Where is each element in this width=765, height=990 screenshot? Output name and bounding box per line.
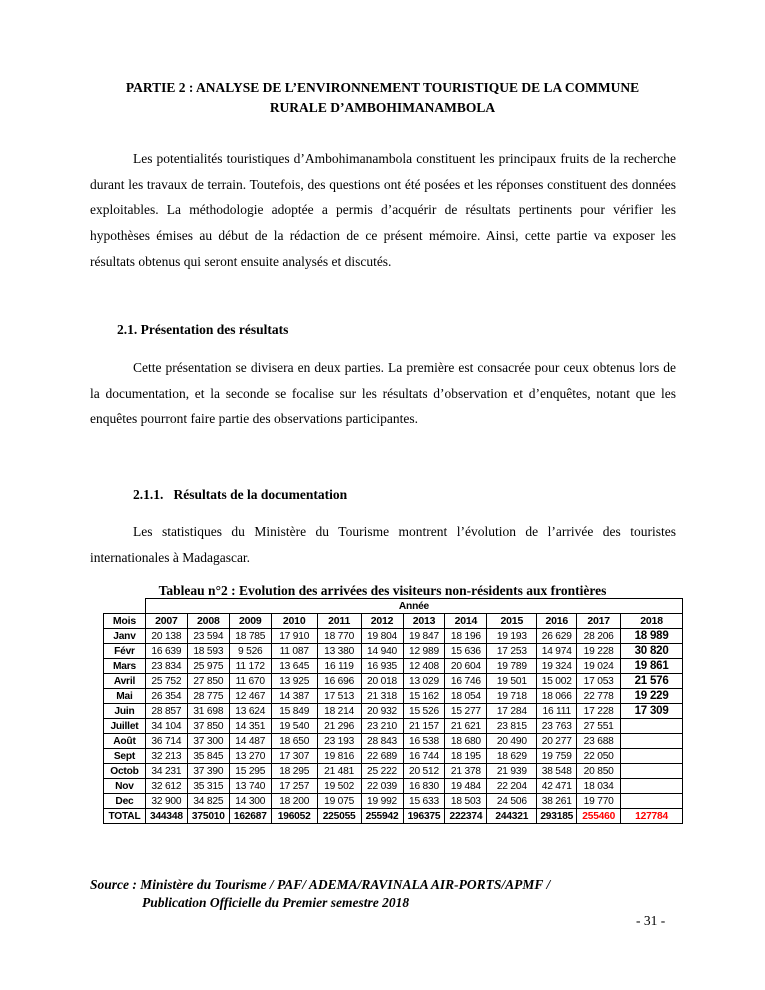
table-value-cell: 19 847 xyxy=(403,629,445,644)
table-value-cell xyxy=(621,749,683,764)
table-value-cell: 15 636 xyxy=(445,644,487,659)
table-value-cell: 18 195 xyxy=(445,749,487,764)
table-value-cell: 27 850 xyxy=(187,674,229,689)
table-month-cell: Janv xyxy=(104,629,146,644)
table-value-cell: 17 307 xyxy=(271,749,317,764)
table-header-year: 2013 xyxy=(403,614,445,629)
table-value-cell: 12 989 xyxy=(403,644,445,659)
table-value-cell: 19 024 xyxy=(577,659,621,674)
table-value-cell: 19 540 xyxy=(271,719,317,734)
intro-paragraph: Les potentialités touristiques d’Ambohimanambola constituent les principaux fruits de la recherche durant les travaux de terrain. Toutefois, des questions ont été posées et les réponses constituent des données exploitables. La méthodologie adoptée a permis d’acquérir de résultats pertinents pour vérifier les hypothèses émises au début de la rédaction de ce présent mémoire. Ainsi, cette partie va exposer les résultats obtenus qui seront ensuite analysés et discutés. xyxy=(90,151,676,269)
table-value-cell: 18 034 xyxy=(577,779,621,794)
table-value-cell xyxy=(621,734,683,749)
table-header-year: 2017 xyxy=(577,614,621,629)
table-value-cell: 37 300 xyxy=(187,734,229,749)
table-year-group-row xyxy=(104,599,683,614)
table-row xyxy=(104,719,683,734)
arrivals-table xyxy=(103,598,683,824)
table-month-cell: Août xyxy=(104,734,146,749)
table-value-cell: 13 740 xyxy=(229,779,271,794)
table-row xyxy=(104,644,683,659)
page-title xyxy=(90,78,675,118)
table-row xyxy=(104,794,683,809)
table-header-year: 2015 xyxy=(487,614,537,629)
table-header-year: 2014 xyxy=(445,614,487,629)
table-value-cell: 12 408 xyxy=(403,659,445,674)
page-number: - 31 - xyxy=(636,913,666,928)
table-month-cell: Mars xyxy=(104,659,146,674)
table-value-cell: 21 157 xyxy=(403,719,445,734)
table-value-cell: 18 680 xyxy=(445,734,487,749)
table-value-cell xyxy=(621,779,683,794)
section-heading-2-1-1: 2.1.1. Résultats de la documentation xyxy=(133,487,348,502)
table-value-cell: 42 471 xyxy=(537,779,577,794)
table-value-cell: 19 229 xyxy=(621,689,683,704)
table-value-cell: 19 770 xyxy=(577,794,621,809)
table-value-cell: 17 309 xyxy=(621,704,683,719)
table-value-cell: 19 804 xyxy=(361,629,403,644)
table-value-cell: 21 296 xyxy=(317,719,361,734)
table-value-cell: 32 213 xyxy=(145,749,187,764)
table-value-cell: 25 975 xyxy=(187,659,229,674)
source-line-2: Publication Officielle du Premier semestre 2018 xyxy=(142,895,410,910)
table-total-cell: 375010 xyxy=(187,809,229,824)
table-value-cell: 18 295 xyxy=(271,764,317,779)
table-header-year: 2012 xyxy=(361,614,403,629)
table-total-cell: 127784 xyxy=(621,809,683,824)
table-value-cell: 36 714 xyxy=(145,734,187,749)
table-row xyxy=(104,674,683,689)
table-value-cell: 17 253 xyxy=(487,644,537,659)
table-row xyxy=(104,779,683,794)
table-value-cell: 15 849 xyxy=(271,704,317,719)
table-value-cell: 16 696 xyxy=(317,674,361,689)
table-value-cell: 23 193 xyxy=(317,734,361,749)
table-value-cell: 18 200 xyxy=(271,794,317,809)
table-value-cell: 15 526 xyxy=(403,704,445,719)
table-value-cell: 28 857 xyxy=(145,704,187,719)
section-2-1-paragraph: Cette présentation se divisera en deux parties. La première est consacrée pour ceux obtenus lors de la documentation, et la seconde se focalise sur les résultats d’observation et d’enquêtes, notant que les enquêtes pourront faire partie des observations participantes. xyxy=(90,360,676,427)
table-header-year: 2018 xyxy=(621,614,683,629)
table-row xyxy=(104,704,683,719)
table-value-cell: 18 593 xyxy=(187,644,229,659)
table-value-cell: 30 820 xyxy=(621,644,683,659)
table-value-cell: 14 387 xyxy=(271,689,317,704)
table-value-cell: 35 315 xyxy=(187,779,229,794)
table-value-cell: 14 940 xyxy=(361,644,403,659)
table-row xyxy=(104,734,683,749)
table-value-cell: 19 324 xyxy=(537,659,577,674)
table-header-month: Mois xyxy=(104,614,146,629)
table-total-cell: 162687 xyxy=(229,809,271,824)
table-value-cell: 20 490 xyxy=(487,734,537,749)
source-line-1: Source : Ministère du Tourisme / PAF/ ADEMA/RAVINALA AIR-PORTS/APMF / xyxy=(90,877,551,892)
table-value-cell: 37 850 xyxy=(187,719,229,734)
table-value-cell: 15 633 xyxy=(403,794,445,809)
table-value-cell: 37 390 xyxy=(187,764,229,779)
table-month-cell: Juillet xyxy=(104,719,146,734)
table-value-cell: 14 487 xyxy=(229,734,271,749)
table-value-cell: 24 506 xyxy=(487,794,537,809)
table-value-cell: 16 746 xyxy=(445,674,487,689)
table-total-cell: 344348 xyxy=(145,809,187,824)
table-value-cell: 19 759 xyxy=(537,749,577,764)
table-month-cell: Févr xyxy=(104,644,146,659)
table-value-cell: 17 228 xyxy=(577,704,621,719)
table-value-cell: 28 843 xyxy=(361,734,403,749)
table-value-cell: 38 261 xyxy=(537,794,577,809)
table-value-cell: 20 277 xyxy=(537,734,577,749)
table-value-cell: 34 231 xyxy=(145,764,187,779)
table-value-cell: 18 770 xyxy=(317,629,361,644)
page-title-line-1: PARTIE 2 : ANALYSE DE L’ENVIRONNEMENT TOURISTIQUE DE LA COMMUNE xyxy=(125,80,640,95)
section-heading-2-1: 2.1. Présentation des résultats xyxy=(117,322,289,337)
table-value-cell: 34 104 xyxy=(145,719,187,734)
table-value-cell: 26 354 xyxy=(145,689,187,704)
table-value-cell: 23 834 xyxy=(145,659,187,674)
table-month-cell: Avril xyxy=(104,674,146,689)
table-value-cell: 12 467 xyxy=(229,689,271,704)
table-month-cell: Nov xyxy=(104,779,146,794)
table-value-cell: 19 816 xyxy=(317,749,361,764)
table-total-label: TOTAL xyxy=(104,809,146,824)
table-value-cell: 16 744 xyxy=(403,749,445,764)
table-value-cell: 18 629 xyxy=(487,749,537,764)
table-value-cell: 13 270 xyxy=(229,749,271,764)
table-row xyxy=(104,764,683,779)
table-row xyxy=(104,689,683,704)
table-value-cell: 20 512 xyxy=(403,764,445,779)
table-value-cell: 20 932 xyxy=(361,704,403,719)
table-value-cell: 11 172 xyxy=(229,659,271,674)
table-value-cell: 19 193 xyxy=(487,629,537,644)
table-header-row xyxy=(104,614,683,629)
table-value-cell: 19 501 xyxy=(487,674,537,689)
table-value-cell: 22 039 xyxy=(361,779,403,794)
table-value-cell: 9 526 xyxy=(229,644,271,659)
table-value-cell: 18 054 xyxy=(445,689,487,704)
table-value-cell: 32 612 xyxy=(145,779,187,794)
table-value-cell: 15 162 xyxy=(403,689,445,704)
section-2-1-1-paragraph: Les statistiques du Ministère du Tourisme montrent l’évolution de l’arrivée des touristes internationales à Madagascar. xyxy=(90,524,676,565)
table-value-cell: 28 775 xyxy=(187,689,229,704)
table-value-cell: 21 576 xyxy=(621,674,683,689)
table-value-cell: 17 257 xyxy=(271,779,317,794)
table-value-cell: 18 214 xyxy=(317,704,361,719)
table-month-cell: Juin xyxy=(104,704,146,719)
table-value-cell: 19 992 xyxy=(361,794,403,809)
table-value-cell: 35 845 xyxy=(187,749,229,764)
table-source xyxy=(90,876,550,912)
table-value-cell: 20 138 xyxy=(145,629,187,644)
page-title-line-2: RURALE D’AMBOHIMANAMBOLA xyxy=(269,100,496,115)
table-value-cell: 18 196 xyxy=(445,629,487,644)
table-year-group-label: Année xyxy=(145,599,682,614)
table-value-cell: 19 228 xyxy=(577,644,621,659)
table-header-year: 2010 xyxy=(271,614,317,629)
table-total-cell: 255460 xyxy=(577,809,621,824)
table-value-cell: 14 300 xyxy=(229,794,271,809)
table-total-cell: 225055 xyxy=(317,809,361,824)
table-value-cell xyxy=(621,764,683,779)
table-value-cell: 22 689 xyxy=(361,749,403,764)
table-total-cell: 196052 xyxy=(271,809,317,824)
table-value-cell: 13 029 xyxy=(403,674,445,689)
table-value-cell: 16 538 xyxy=(403,734,445,749)
table-row xyxy=(104,659,683,674)
table-value-cell: 18 989 xyxy=(621,629,683,644)
table-value-cell: 18 785 xyxy=(229,629,271,644)
table-value-cell: 38 548 xyxy=(537,764,577,779)
table-value-cell: 19 502 xyxy=(317,779,361,794)
table-value-cell: 22 050 xyxy=(577,749,621,764)
table-row xyxy=(104,629,683,644)
table-value-cell: 13 645 xyxy=(271,659,317,674)
table-value-cell: 14 351 xyxy=(229,719,271,734)
table-value-cell: 20 604 xyxy=(445,659,487,674)
table-total-cell: 196375 xyxy=(403,809,445,824)
table-total-cell: 255942 xyxy=(361,809,403,824)
table-value-cell: 21 318 xyxy=(361,689,403,704)
table-header-year: 2011 xyxy=(317,614,361,629)
table-header-blank-cell xyxy=(104,599,146,614)
table-value-cell: 28 206 xyxy=(577,629,621,644)
table-value-cell: 13 624 xyxy=(229,704,271,719)
table-value-cell: 23 763 xyxy=(537,719,577,734)
table-value-cell: 19 484 xyxy=(445,779,487,794)
table-value-cell: 23 688 xyxy=(577,734,621,749)
table-value-cell: 26 629 xyxy=(537,629,577,644)
table-value-cell: 16 111 xyxy=(537,704,577,719)
table-value-cell: 17 284 xyxy=(487,704,537,719)
table-value-cell: 15 002 xyxy=(537,674,577,689)
table-value-cell xyxy=(621,719,683,734)
table-month-cell: Octob xyxy=(104,764,146,779)
table-value-cell: 15 295 xyxy=(229,764,271,779)
table-value-cell xyxy=(621,794,683,809)
table-value-cell: 18 650 xyxy=(271,734,317,749)
table-value-cell: 31 698 xyxy=(187,704,229,719)
table-value-cell: 17 910 xyxy=(271,629,317,644)
table-value-cell: 16 119 xyxy=(317,659,361,674)
table-value-cell: 27 551 xyxy=(577,719,621,734)
table-value-cell: 25 752 xyxy=(145,674,187,689)
table-header-year: 2008 xyxy=(187,614,229,629)
table-value-cell: 11 670 xyxy=(229,674,271,689)
table-value-cell: 20 018 xyxy=(361,674,403,689)
table-value-cell: 21 621 xyxy=(445,719,487,734)
table-value-cell: 15 277 xyxy=(445,704,487,719)
table-value-cell: 34 825 xyxy=(187,794,229,809)
table-month-cell: Mai xyxy=(104,689,146,704)
table-value-cell: 21 939 xyxy=(487,764,537,779)
table-value-cell: 32 900 xyxy=(145,794,187,809)
table-value-cell: 19 861 xyxy=(621,659,683,674)
table-row xyxy=(104,749,683,764)
table-value-cell: 16 830 xyxy=(403,779,445,794)
table-value-cell: 11 087 xyxy=(271,644,317,659)
table-value-cell: 16 639 xyxy=(145,644,187,659)
table-value-cell: 13 925 xyxy=(271,674,317,689)
table-value-cell: 23 815 xyxy=(487,719,537,734)
table-header-year: 2007 xyxy=(145,614,187,629)
table-total-cell: 244321 xyxy=(487,809,537,824)
table-value-cell: 23 594 xyxy=(187,629,229,644)
table-total-row xyxy=(104,809,683,824)
table-value-cell: 14 974 xyxy=(537,644,577,659)
table-value-cell: 19 718 xyxy=(487,689,537,704)
table-total-cell: 293185 xyxy=(537,809,577,824)
table-value-cell: 16 935 xyxy=(361,659,403,674)
table-value-cell: 20 850 xyxy=(577,764,621,779)
table-month-cell: Sept xyxy=(104,749,146,764)
table-value-cell: 18 066 xyxy=(537,689,577,704)
table-value-cell: 22 204 xyxy=(487,779,537,794)
table-value-cell: 21 481 xyxy=(317,764,361,779)
table-value-cell: 19 075 xyxy=(317,794,361,809)
table-value-cell: 22 778 xyxy=(577,689,621,704)
table-value-cell: 23 210 xyxy=(361,719,403,734)
table-value-cell: 25 222 xyxy=(361,764,403,779)
table-value-cell: 13 380 xyxy=(317,644,361,659)
table-header-year: 2009 xyxy=(229,614,271,629)
table-caption: Tableau n°2 : Evolution des arrivées des visiteurs non-résidents aux frontières xyxy=(158,583,607,598)
table-value-cell: 18 503 xyxy=(445,794,487,809)
table-total-cell: 222374 xyxy=(445,809,487,824)
table-value-cell: 17 053 xyxy=(577,674,621,689)
table-value-cell: 19 789 xyxy=(487,659,537,674)
table-header-year: 2016 xyxy=(537,614,577,629)
table-month-cell: Dec xyxy=(104,794,146,809)
table-value-cell: 17 513 xyxy=(317,689,361,704)
table-value-cell: 21 378 xyxy=(445,764,487,779)
